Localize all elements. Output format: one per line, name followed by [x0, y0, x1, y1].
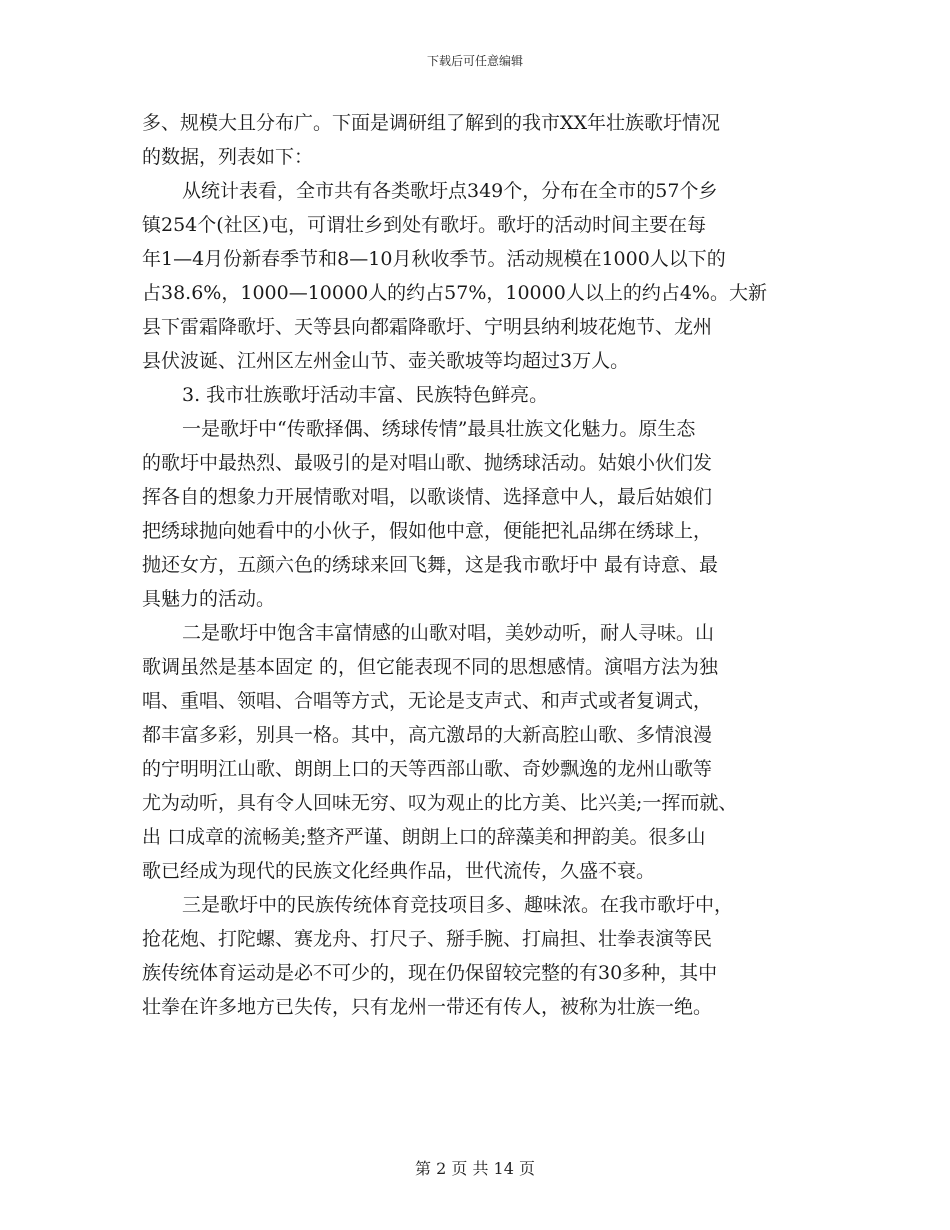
text-line: 抢花炮、打陀螺、赛龙舟、打尺子、掰手腕、打扁担、壮拳表演等民 [142, 928, 713, 950]
text-line: 族传统体育运动是必不可少的，现在仍保留较完整的有30多种，其中 [142, 962, 718, 984]
text-line: 歌已经成为现代的民族文化经典作品，世代流传，久盛不衰。 [142, 860, 656, 882]
page-number-footer: 第 2 页 共 14 页 [415, 1159, 535, 1178]
text-line: 3. 我市壮族歌圩活动丰富、民族特色鲜亮。 [182, 384, 549, 406]
text-line: 镇254个(社区)屯，可谓壮乡到处有歌圩。歌圩的活动时间主要在每 [142, 214, 707, 236]
document-body [142, 106, 812, 1024]
text-line: 抛还女方，五颜六色的绣球来回飞舞，这是我市歌圩中 最有诗意、最 [142, 554, 719, 576]
text-line: 壮拳在许多地方已失传，只有龙州一带还有传人，被称为壮族一绝。 [142, 996, 713, 1018]
text-line: 把绣球抛向她看中的小伙子，假如他中意，便能把礼品绑在绣球上， [142, 520, 713, 542]
text-line: 歌调虽然是基本固定 的，但它能表现不同的思想感情。演唱方法为独 [142, 656, 719, 678]
text-line: 多、规模大且分布广。下面是调研组了解到的我市XX年壮族歌圩情况 [142, 112, 721, 134]
text-line: 二是歌圩中饱含丰富情感的山歌对唱，美妙动听，耐人寻味。山 [182, 622, 715, 644]
text-line: 年1—4月份新春季节和8—10月秋收季节。活动规模在1000人以下的 [142, 248, 726, 270]
text-line: 县伏波诞、江州区左州金山节、壶关歌坡等均超过3万人。 [142, 350, 630, 372]
text-line: 从统计表看，全市共有各类歌圩点349个，分布在全市的57个乡 [182, 180, 718, 202]
text-line: 的数据，列表如下： [142, 146, 314, 168]
text-line: 的宁明明江山歌、朗朗上口的天等西部山歌、奇妙飘逸的龙州山歌等 [142, 758, 713, 780]
text-line: 一是歌圩中“传歌择偶、绣球传情”最具壮族文化魅力。原生态 [182, 418, 696, 440]
text-line: 三是歌圩中的民族传统体育竞技项目多、趣味浓。在我市歌圩中， [182, 894, 734, 916]
page-header: 下载后可任意编辑 [426, 54, 523, 68]
text-line: 具魅力的活动。 [142, 588, 276, 610]
text-line: 都丰富多彩，别具一格。其中，高亢激昂的大新高腔山歌、多情浪漫 [142, 724, 713, 746]
text-line: 县下雷霜降歌圩、天等县向都霜降歌圩、宁明县纳利坡花炮节、龙州 [142, 316, 713, 338]
text-line: 的歌圩中最热烈、最吸引的是对唱山歌、抛绣球活动。姑娘小伙们发 [142, 452, 713, 474]
text-line: 占38.6%，1000—10000人的约占57%，10000人以上的约占4%。大新 [142, 282, 767, 304]
text-line: 尤为动听，具有令人回味无穷、叹为观止的比方美、比兴美;一挥而就、 [142, 792, 738, 814]
text-line: 唱、重唱、领唱、合唱等方式，无论是支声式、和声式或者复调式， [142, 690, 713, 712]
text-line: 挥各自的想象力开展情歌对唱，以歌谈情、选择意中人，最后姑娘们 [142, 486, 713, 508]
text-line: 出 口成章的流畅美;整齐严谨、朗朗上口的辞藻美和押韵美。很多山 [142, 826, 706, 848]
